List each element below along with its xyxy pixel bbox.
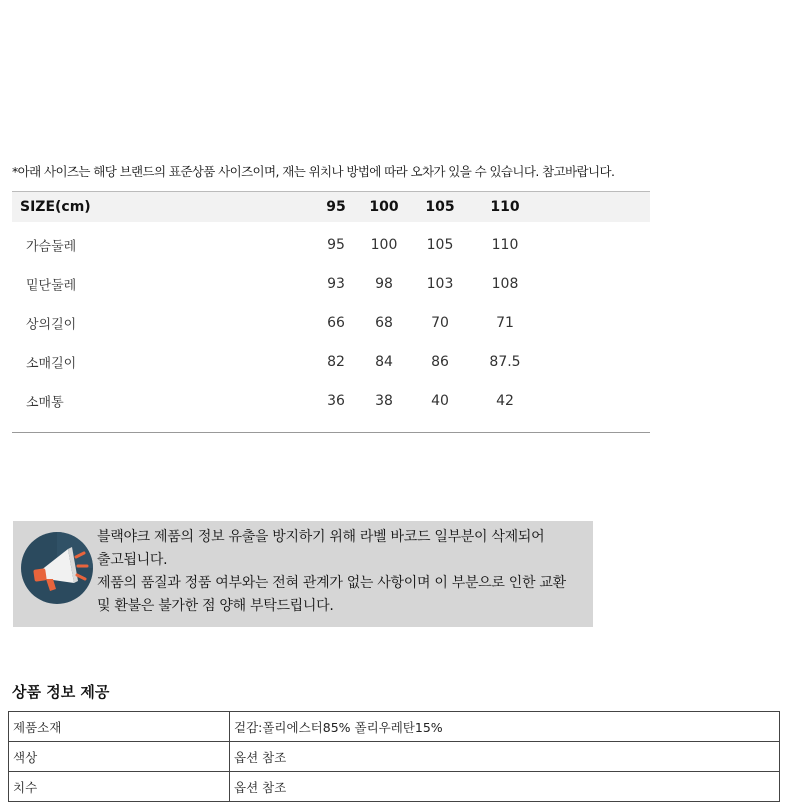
row-value: 71 [496, 314, 514, 331]
megaphone-icon [20, 531, 94, 605]
size-header-95: 95 [326, 199, 346, 215]
size-table [12, 191, 650, 433]
row-label: 소매길이 [26, 356, 77, 371]
row-value: 105 [426, 236, 454, 253]
info-value: 옵션 참조 [230, 742, 780, 772]
row-value: 38 [375, 392, 393, 409]
row-label: 가슴둘레 [26, 239, 77, 254]
row-value: 93 [327, 275, 345, 292]
banner-line: 블랙야크 제품의 정보 유출을 방지하기 위해 라벨 바코드 일부분이 삭제되어 [97, 529, 545, 545]
info-key: 색상 [9, 742, 230, 772]
table-row [9, 712, 780, 742]
row-value: 42 [496, 392, 514, 409]
table-row [12, 225, 650, 264]
table-row [9, 772, 780, 802]
barcode-notice-banner [13, 521, 593, 627]
info-value: 옵션 참조 [230, 772, 780, 802]
row-value: 36 [327, 392, 345, 409]
info-key: 제품소재 [9, 712, 230, 742]
row-value: 40 [431, 392, 449, 409]
row-value: 108 [491, 275, 519, 292]
row-value: 95 [327, 236, 345, 253]
size-table-header [12, 192, 650, 222]
row-value: 66 [327, 314, 345, 331]
row-label: 상의길이 [26, 317, 77, 332]
banner-text [97, 526, 589, 618]
table-row [12, 381, 650, 420]
info-key: 치수 [9, 772, 230, 802]
size-header-110: 110 [490, 199, 520, 215]
row-value: 100 [370, 236, 398, 253]
row-value: 103 [426, 275, 454, 292]
info-value: 겉감:폴리에스터85% 폴리우레탄15% [230, 712, 780, 742]
row-value: 110 [491, 236, 519, 253]
size-header-100: 100 [369, 199, 399, 215]
table-row [12, 264, 650, 303]
row-value: 86 [431, 353, 449, 370]
row-value: 82 [327, 353, 345, 370]
row-value: 70 [431, 314, 449, 331]
banner-line: 출고됩니다. [97, 552, 168, 568]
banner-line: 및 환불은 불가한 점 양해 부탁드립니다. [97, 598, 334, 614]
size-notice: *아래 사이즈는 해당 브랜드의 표준상품 사이즈이며, 재는 위치나 방법에 따라 오차가 있을 수 있습니다. 참고바랍니다. [12, 164, 615, 179]
banner-line: 제품의 품질과 정품 여부와는 전혀 관계가 없는 사항이며 이 부분으로 인한 교환 [97, 575, 566, 591]
row-value: 68 [375, 314, 393, 331]
table-bottom-divider [12, 432, 650, 433]
row-value: 98 [375, 275, 393, 292]
row-label: 밑단둘레 [26, 278, 77, 293]
row-value: 84 [375, 353, 393, 370]
row-value: 87.5 [489, 353, 521, 370]
table-row [12, 303, 650, 342]
table-row [12, 342, 650, 381]
size-header-105: 105 [425, 199, 455, 215]
size-header-label: SIZE(cm) [20, 199, 91, 215]
table-row [9, 742, 780, 772]
product-info-table [8, 711, 780, 802]
product-info-title: 상품 정보 제공 [12, 683, 110, 701]
row-label: 소매통 [26, 395, 64, 410]
